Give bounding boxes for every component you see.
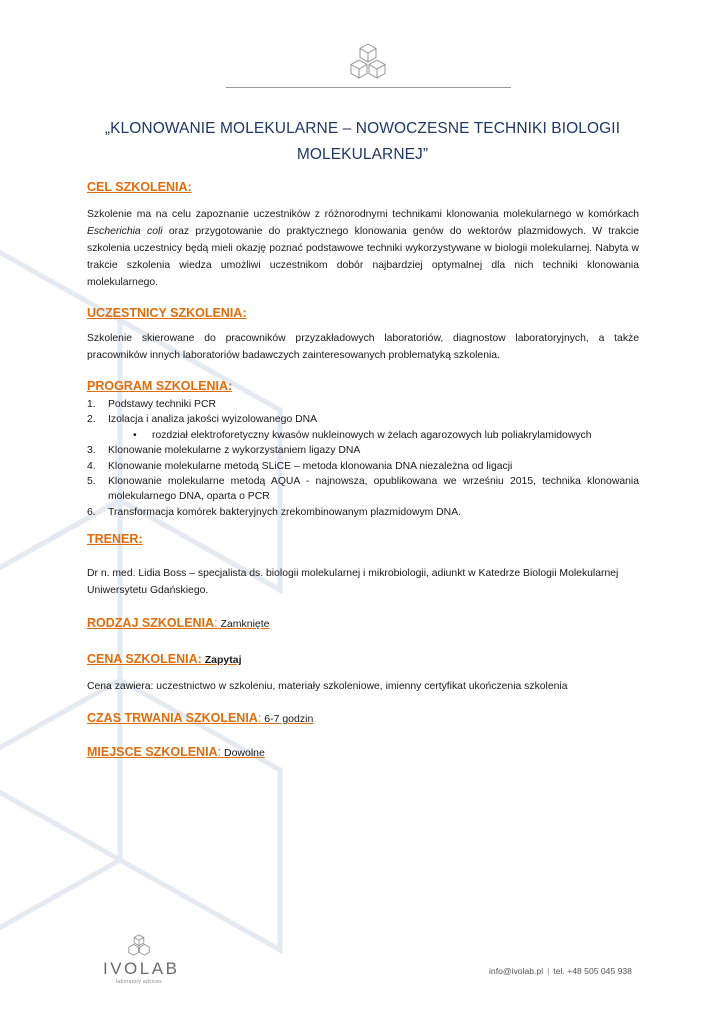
- czas-value: 6-7 godzin: [261, 713, 314, 725]
- program-list: [87, 397, 639, 520]
- cel-paragraph: Szkolenie ma na celu zapoznanie uczestników z różnorodnymi technikami klonowania molekularnego w komórkach Escherichia coli oraz przygotowanie do praktycznego klonowania genów do wektorów plazmidowych. W trakcie szkolenia uczestnicy będą mieli okazję poznać podstawowe techniki wykorzystywane w biologii molekularnej. Nabyta w trakcie szkolenia wiedza umożliwi uczestnikom dobór najbardziej optymalnej dla nich techniki klonowania molekularnego.: [87, 209, 639, 288]
- list-item: 6. Transformacja komórek bakteryjnych zrekombinowanym plazmidowym DNA.: [87, 506, 462, 518]
- heading-cel: CEL SZKOLENIA:: [87, 180, 192, 194]
- list-item: 5. Klonowanie molekularne metodą AQUA - najnowsza, opublikowana we wrześniu 2015, technika klonowania molekularnego DNA, oparta o PCR: [87, 476, 639, 503]
- heading-trener: TRENER:: [87, 532, 143, 546]
- miejsce-value: Dowolne: [221, 747, 265, 759]
- list-item: 4. Klonowanie molekularne metodą SLiCE – metoda klonowania DNA niezależna od ligacji: [87, 460, 513, 472]
- heading-miejsce: MIEJSCE SZKOLENIA: Dowolne: [87, 745, 265, 759]
- uczestnicy-paragraph: Szkolenie skierowane do pracowników przyzakładowych laboratoriów, diagnostow laboratoryjnych, a także pracowników innych laboratoriów badawczych zainteresowanych problematyką szkolenia.: [87, 333, 639, 361]
- cena-value: Zapytaj: [201, 654, 242, 666]
- heading-uczestnicy: UCZESTNICY SZKOLENIA:: [87, 306, 247, 320]
- heading-cena: CENA SZKOLENIA: Zapytaj: [87, 652, 242, 666]
- footer-email[interactable]: info@ivolab.pl: [489, 966, 544, 976]
- ivolab-logo-icon: [124, 933, 154, 957]
- footer-tagline: laboratory advices: [116, 979, 162, 985]
- footer-contact: info@ivolab.pl | tel. +48 505 045 938: [489, 966, 632, 976]
- footer-phone: tel. +48 505 045 938: [553, 966, 632, 976]
- list-item: 1. Podstawy techniki PCR: [87, 399, 216, 410]
- footer-logo: [103, 933, 180, 1003]
- list-item: 2. Izolacja i analiza jakości wyizolowanego DNA: [87, 414, 318, 426]
- heading-czas: CZAS TRWANIA SZKOLENIA: 6-7 godzin: [87, 711, 314, 725]
- document-title: „KLONOWANIE MOLEKULARNE – NOWOCZESNE TECHNIKI BIOLOGII MOLEKULARNEJ”: [104, 120, 621, 163]
- footer-brand: IVOLAB: [103, 959, 180, 978]
- trener-paragraph: Dr n. med. Lidia Boss – specjalista ds. biologii molekularnej i mikrobiologii, adiunkt w Katedrze Biologii Molekularnej Uniwersytetu Gdańskiego.: [87, 568, 619, 596]
- rodzaj-value: Zamknięte: [217, 618, 270, 630]
- hexagon-cubes-logo-icon: [343, 42, 393, 80]
- list-subitem: • rozdział elektroforetyczny kwasów nukleinowych w żelach agarozowych lub poliakrylamidowych: [133, 429, 592, 441]
- list-item: 3. Klonowanie molekularne z wykorzystaniem ligazy DNA: [87, 445, 361, 457]
- heading-rodzaj: RODZAJ SZKOLENIA: Zamknięte: [87, 616, 270, 630]
- cena-paragraph: Cena zawiera: uczestnictwo w szkoleniu, materiały szkoleniowe, imienny certyfikat ukończenia szkolenia: [87, 681, 568, 692]
- header-divider: [226, 87, 511, 88]
- heading-program: PROGRAM SZKOLENIA:: [87, 379, 233, 393]
